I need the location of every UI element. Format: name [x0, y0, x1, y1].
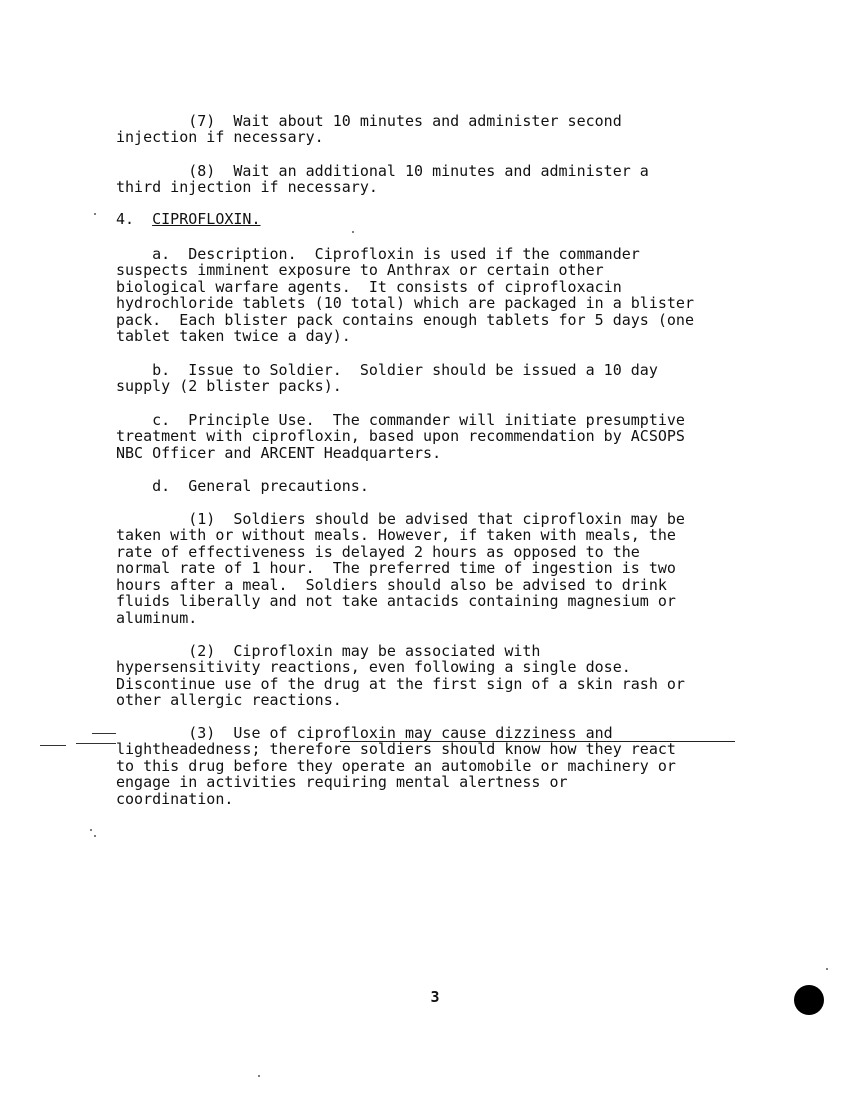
para-d1-line-4: normal rate of 1 hour. The preferred time of ingestion is two — [116, 559, 676, 577]
page-number: 3 — [430, 988, 440, 1006]
para-d1-line-6: fluids liberally and not take antacids containing magnesium or — [116, 592, 676, 610]
para-d-line-1: d. General precautions. — [116, 477, 369, 495]
scan-dash-left-2 — [76, 743, 116, 744]
para-d1-line-7: aluminum. — [116, 609, 198, 627]
para-d3-line-4: engage in activities requiring mental alertness or — [116, 773, 568, 791]
scan-speck — [90, 829, 92, 831]
para-d1-line-2: taken with or without meals. However, if taken with meals, the — [116, 526, 676, 544]
step-7-line-1: (7) Wait about 10 minutes and administer second — [116, 112, 622, 130]
para-a-line-1: a. Description. Ciprofloxin is used if the commander — [116, 245, 640, 263]
step-8-line-2: third injection if necessary. — [116, 178, 378, 196]
para-d1-line-5: hours after a meal. Soldiers should also be advised to drink — [116, 576, 667, 594]
para-b-line-2: supply (2 blister packs). — [116, 377, 342, 395]
para-d3-line-5: coordination. — [116, 790, 234, 808]
scan-speck — [94, 213, 96, 215]
para-b-line-1: b. Issue to Soldier. Soldier should be issued a 10 day — [116, 361, 658, 379]
para-d1-line-3: rate of effectiveness is delayed 2 hours as opposed to the — [116, 543, 640, 561]
scan-dash-left-1 — [40, 745, 66, 746]
scan-speck — [258, 1075, 260, 1077]
step-8-line-1: (8) Wait an additional 10 minutes and administer a — [116, 162, 649, 180]
section-number: 4. — [116, 210, 135, 228]
para-d1-line-1: (1) Soldiers should be advised that ciprofloxin may be — [116, 510, 685, 528]
para-c-line-1: c. Principle Use. The commander will initiate presumptive — [116, 411, 685, 429]
para-c-line-3: NBC Officer and ARCENT Headquarters. — [116, 444, 442, 462]
hole-punch — [794, 985, 824, 1015]
scan-speck — [352, 231, 354, 233]
para-d3-line-3: to this drug before they operate an automobile or machinery or — [116, 757, 676, 775]
section-4-heading — [116, 211, 261, 228]
section-title: CIPROFLOXIN. — [152, 210, 261, 228]
para-d3-line-2: lightheadedness; therefore soldiers should know how they react — [116, 740, 676, 758]
scan-underline-mark — [340, 741, 735, 742]
step-7-line-2: injection if necessary. — [116, 128, 324, 146]
scan-speck — [94, 835, 96, 837]
para-a-line-4: hydrochloride tablets (10 total) which are packaged in a blister — [116, 294, 694, 312]
para-d2-line-4: other allergic reactions. — [116, 691, 342, 709]
scan-speck — [826, 968, 828, 970]
para-d2-line-1: (2) Ciprofloxin may be associated with — [116, 642, 541, 660]
para-a-line-3: biological warfare agents. It consists of ciprofloxacin — [116, 278, 622, 296]
scan-dash-left-3 — [92, 733, 116, 734]
para-a-line-6: tablet taken twice a day). — [116, 327, 351, 345]
para-d2-line-2: hypersensitivity reactions, even following a single dose. — [116, 658, 631, 676]
para-a-line-2: suspects imminent exposure to Anthrax or certain other — [116, 261, 604, 279]
para-d3-line-1: (3) Use of ciprofloxin may cause dizziness and — [116, 724, 613, 742]
para-a-line-5: pack. Each blister pack contains enough tablets for 5 days (one — [116, 311, 694, 329]
para-c-line-2: treatment with ciprofloxin, based upon recommendation by ACSOPS — [116, 427, 685, 445]
para-d2-line-3: Discontinue use of the drug at the first sign of a skin rash or — [116, 675, 685, 693]
